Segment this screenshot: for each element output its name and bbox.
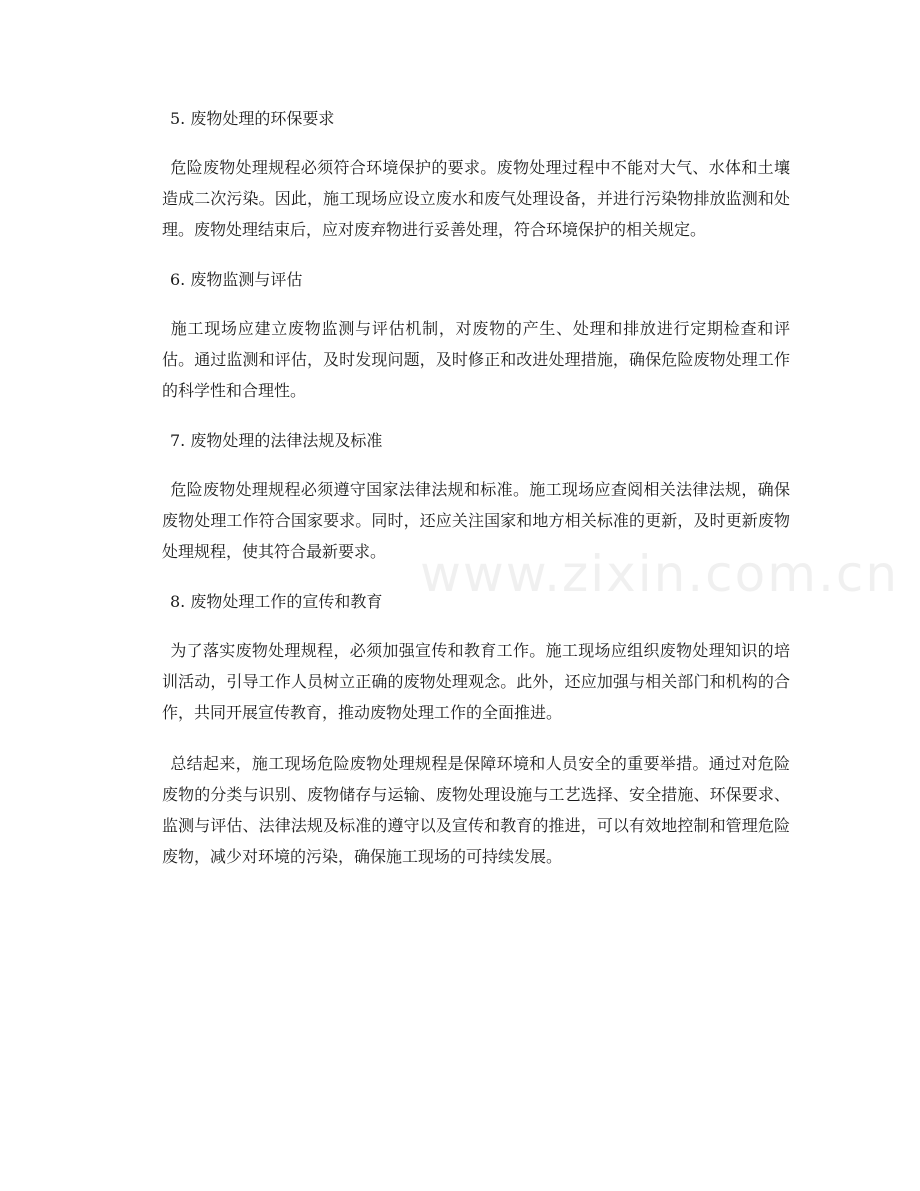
section-body-6 <box>162 313 790 406</box>
conclusion-paragraph <box>162 748 790 872</box>
section-body-8 <box>162 635 790 728</box>
watermark-text: www.zixin.com.cn <box>420 545 900 603</box>
section-body-8-text: 为了落实废物处理规程，必须加强宣传和教育工作。施工现场应组织废物处理知识的培训活动，引导工作人员树立正确的废物处理观念。此外，还应加强与相关部门和机构的合作，共同开展宣传教育，推动废物处理工作的全面推进。 <box>162 641 790 722</box>
document-content <box>162 104 790 892</box>
section-body-7-text: 危险废物处理规程必须遵守国家法律法规和标准。施工现场应查阅相关法律法规，确保废物处理工作符合国家要求。同时，还应关注国家和地方相关标准的更新，及时更新废物处理规程，使其符合最新要求。 <box>162 480 790 561</box>
section-heading-8: 8. 废物处理工作的宣传和教育 <box>170 592 383 611</box>
conclusion-text: 总结起来，施工现场危险废物处理规程是保障环境和人员安全的重要举措。通过对危险废物的分类与识别、废物储存与运输、废物处理设施与工艺选择、安全措施、环保要求、监测与评估、法律法规及标准的遵守以及宣传和教育的推进，可以有效地控制和管理危险废物，减少对环境的污染，确保施工现场的可持续发展。 <box>162 754 790 866</box>
section-body-5-text: 危险废物处理规程必须符合环境保护的要求。废物处理过程中不能对大气、水体和土壤造成二次污染。因此，施工现场应设立废水和废气处理设备，并进行污染物排放监测和处理。废物处理结束后，应对废弃物进行妥善处理，符合环境保护的相关规定。 <box>162 158 790 239</box>
section-body-6-text: 施工现场应建立废物监测与评估机制，对废物的产生、处理和排放进行定期检查和评估。通过监测和评估，及时发现问题，及时修正和改进处理措施，确保危险废物处理工作的科学性和合理性。 <box>162 319 790 400</box>
section-heading-5: 5. 废物处理的环保要求 <box>170 109 335 128</box>
section-body-5 <box>162 152 790 245</box>
section-heading-7: 7. 废物处理的法律法规及标准 <box>170 431 383 450</box>
section-heading-6: 6. 废物监测与评估 <box>170 270 303 289</box>
